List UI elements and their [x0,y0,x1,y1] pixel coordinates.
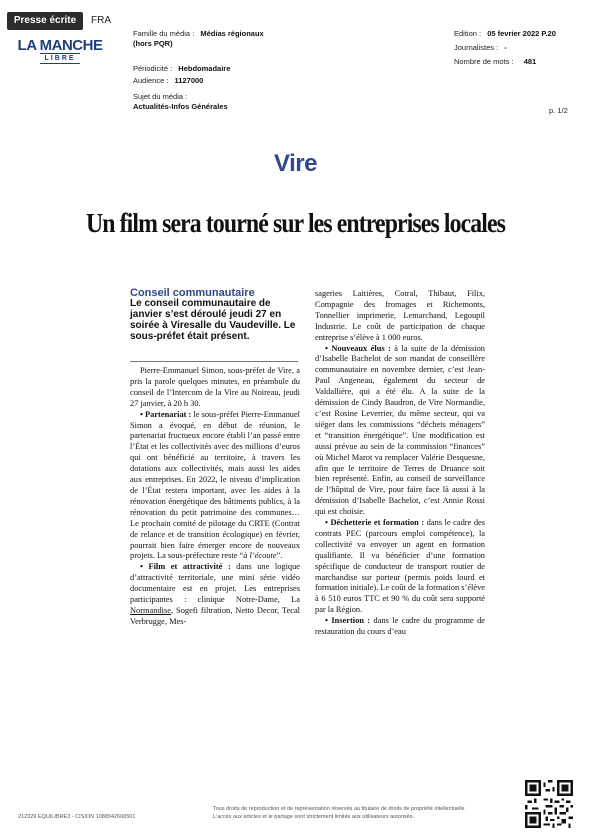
footer-reference: 212329 EQUILIBRE3 - CISION 1088942600501 [18,814,136,820]
article-column-2 [315,289,485,638]
qr-code-icon [525,780,573,828]
paragraph-lead: • Film et attractivité : [140,562,231,572]
paragraph-text: le sous-préfet Pierre-Emmanuel Simon a évoqué, en début de réunion, le partenariat fructueux encore établi l’an passé entre l’État et les collectivités avec des millions d’euros qui ont bénéficié au territoire, à travers les dotations aux collectivités, mais aussi les aides aux entreprises. En 2022, le niveau d’implication de l’État restera important, avec les aides à la rénovation énergétique des bâtiments publics, à la rénovation du petit patrimoine des communes… Le prochain comité de pilotage du CRTE (Contrat de relance et de transition écologique) en février, pourrait bien faire émerger encore de nouveaux projets. La sous-préfecture reste “ [130,409,300,561]
article-lead: Le conseil communautaire de janvier s’est déroulé jeudi 27 en soirée à Viresalle du Vaudeville. Le sous-préfet était présent. [130,298,296,342]
paragraph-continuation: sageries Laitières, Cotral, Thibaut, Filix, Compagnie des fromages et Richemonts, Tonnellier imprimerie, Lemarchand, Legoupil Industrie. Le coût de participation de chaque entreprise s’élève à 1 000 euros. [315,289,485,342]
meta-periodicity-label: Périodicité : [133,64,173,73]
meta-family-value: Médias régionaux [200,29,264,38]
meta-audience-label: Audience : [133,76,169,85]
meta-subject-value: Actualités-Infos Générales [133,102,228,111]
article-kicker: Conseil communautaire [130,287,255,299]
page-number: p. 1/2 [549,106,568,115]
article-headline: Un film sera tourné sur les entreprises locales [85,208,506,238]
normandise-link[interactable]: Normandise [130,605,171,615]
meta-edition-value: 05 fevrier 2022 P.20 [487,29,556,38]
media-type-badge: Presse écrite [7,12,83,30]
meta-family [133,29,264,49]
meta-family-label: Famille du média : [133,29,195,38]
meta-periodicity [133,64,230,74]
meta-family-value-2: (hors PQR) [133,39,173,48]
meta-journalists-value: - [504,43,507,52]
paragraph-text: , Sogefi filtration, Netto Decor, Tecal Verbrugge, Mes- [130,605,300,626]
paragraph-partenariat [130,410,300,563]
meta-periodicity-value: Hebdomadaire [178,64,231,73]
paragraph-end: ”. [276,551,283,561]
paragraph-film [130,562,300,627]
paragraph-text: dans le cadre des contrats PEC (parcours emploi compétence), la collectivité va envoyer un agent en formation qualifiante. Il va bénéficier d’une formation spécifique de conducteur de transport routier de marchandise sur porteur (permis poids lourd et formation initiale). Le coût de la formation s’élève à 6 510 euros TTC et 90 % du coût sera supporté par la Région. [315,518,485,615]
article-column-1 [130,366,300,628]
paragraph-elus [315,344,485,519]
paragraph-lead: • Déchetterie et formation : [325,518,425,528]
meta-journalists-label: Journalistes : [454,43,499,52]
paragraph-text: à la suite de la démission d’Isabelle Bachelot de son mandat de conseillère communautaire en novembre dernier, c’est Jean-Paul Angeneau, également du secteur de Valdallière, qui a été élu. A la suite de la démission de Cindy Baudron, de Vire Normandie, c’est Rosine Leverrier, du même secteur, qui va siéger dans les commissions “déchets ménagers” et “transition énergétique”. Une modification est aussi prévue au sein de la commission “finances” où Michel Marot va remplacer Valérie Desquesne, afin que le territoire de Terres de Druance soit bien représenté. Enfin, au conseil de surveillance de l’hôpital de Vire, pour faire face là aussi à la démission d’Isabelle Bachelot, c’est Annie Rossi qui est choisie. [315,343,485,517]
meta-edition [454,29,556,39]
logo-line-1: LA MANCHE [17,37,103,54]
meta-audience-value: 1127000 [174,76,204,85]
paragraph-lead: • Insertion : [325,616,371,626]
meta-audience [133,76,203,86]
meta-word-count-label: Nombre de mots : [454,57,514,66]
paragraph-text: dans le cadre du programme de restauration du cours d’eau [315,616,485,637]
meta-subject [133,92,228,112]
meta-edition-label: Edition : [454,29,482,38]
footer-copyright-line-1: Tous droits de reproduction et de représentation réservés au titulaire de droits de propriété intellectuelle [213,806,465,812]
paragraph-dechetterie [315,518,485,616]
publication-logo [14,38,106,64]
paragraph-italic: à l’écoute [243,551,277,561]
meta-journalists [454,43,507,53]
paragraph-intro: Pierre-Emmanuel Simon, sous-préfet de Vire, a pris la parole quelques minutes, en préambule du conseil de l’Intercom de la Vire au Noireau, jeudi 27 janvier, à 20 h 30. [130,366,300,408]
logo-line-2: LIBRE [40,53,80,64]
paragraph-lead: • Partenariat : [140,409,192,419]
paragraph-lead: • Nouveaux élus : [325,343,391,353]
country-code: FRA [91,15,111,26]
meta-word-count [454,57,536,67]
section-title: Vire [274,150,317,177]
paragraph-text: dans une logique d’attractivité territoriale, une mini série vidéo documentaire est en projet. Les entreprises participantes : clinique Notre-Dame, La [130,562,300,605]
paragraph-insertion [315,616,485,638]
footer-copyright [213,805,503,821]
meta-word-count-value: 481 [523,57,537,66]
meta-subject-label: Sujet du média : [133,92,188,101]
footer-copyright-line-2: L'accès aux articles et le partage sont strictement limités aux utilisateurs autorisés. [213,814,414,820]
lead-divider [130,361,298,362]
